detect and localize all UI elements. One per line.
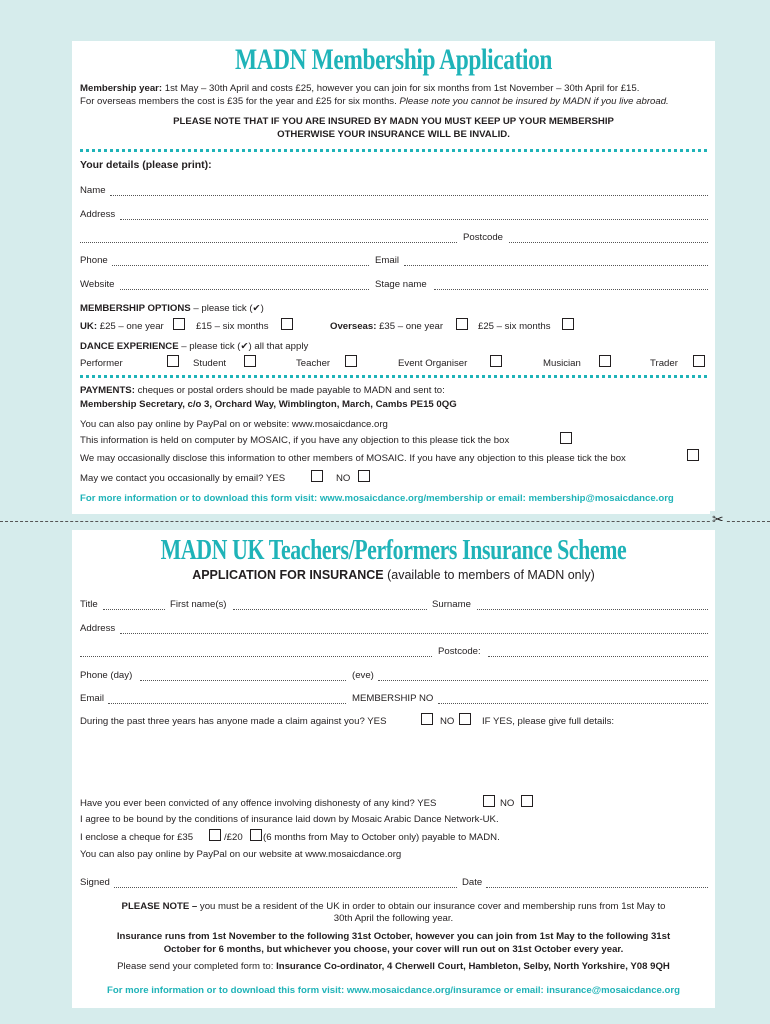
email-contact-no-checkbox[interactable] <box>358 470 370 482</box>
section-divider <box>80 375 707 378</box>
agree-text: I agree to be bound by the conditions of insurance laid down by Mosaic Arabic Dance Network-UK. <box>80 814 499 825</box>
ins-address-label: Address <box>80 623 116 634</box>
email-contact-no-label: NO <box>336 473 351 484</box>
ins-membership-no-field[interactable] <box>438 703 708 704</box>
conviction-no-label: NO <box>500 798 515 809</box>
ins-postcode-field[interactable] <box>488 656 708 657</box>
ins-title-label: Title <box>80 599 98 610</box>
membership-options-heading <box>80 303 264 315</box>
postcode-label: Postcode <box>463 232 504 243</box>
claim-details-label: IF YES, please give full details: <box>482 716 615 727</box>
disclose-objection-checkbox[interactable] <box>687 449 699 461</box>
membership-year-text: 1st May – 30th April and costs £25, however you can join for six months from 1st November – 30th April for £15. <box>162 83 640 94</box>
address-field[interactable] <box>120 219 708 220</box>
note-label: PLEASE NOTE – <box>121 901 198 912</box>
payments-label: PAYMENTS: <box>80 385 135 396</box>
scissors-icon: ✂ <box>712 511 724 527</box>
claim-details-area[interactable] <box>80 732 708 792</box>
name-label: Name <box>80 185 106 196</box>
overseas-six-label: £25 – six months <box>478 321 551 332</box>
computer-objection-checkbox[interactable] <box>560 432 572 444</box>
resident-note <box>72 901 715 913</box>
experience-performer-checkbox[interactable] <box>167 355 179 367</box>
experience-hint: – please tick (✔) all that apply <box>178 341 309 352</box>
address-field-line2[interactable] <box>80 242 457 243</box>
dance-experience-heading <box>80 341 308 353</box>
experience-performer-label: Performer <box>80 358 123 369</box>
postcode-field[interactable] <box>509 242 708 243</box>
experience-musician-checkbox[interactable] <box>599 355 611 367</box>
experience-organiser-checkbox[interactable] <box>490 355 502 367</box>
ins-address-field[interactable] <box>120 633 708 634</box>
insurance-warning-line2: OTHERWISE YOUR INSURANCE WILL BE INVALID. <box>277 129 510 140</box>
website-field[interactable] <box>120 289 369 290</box>
details-heading: Your details (please print): <box>80 159 212 171</box>
payments-line <box>80 385 445 397</box>
send-form-line <box>72 961 715 973</box>
name-field[interactable] <box>110 195 708 196</box>
address-label: Address <box>80 209 116 220</box>
ins-first-name-field[interactable] <box>233 609 427 610</box>
paypal-text: You can also pay online by PayPal on or website: www.mosaicdance.org <box>80 419 388 430</box>
note-text: you must be a resident of the UK in order to obtain our insurance cover and membership runs from 1st May to <box>197 901 666 912</box>
disclose-objection-text: We may occasionally disclose this information to other members of MOSAIC. If you have any objection to this please tick the box <box>80 453 626 464</box>
uk-label: UK: <box>80 321 98 332</box>
stage-name-label: Stage name <box>375 279 427 290</box>
ins-paypal-text: You can also pay online by PayPal on our website at www.mosaicdance.org <box>80 849 402 860</box>
experience-musician-label: Musician <box>543 358 581 369</box>
insurance-footer-link[interactable]: For more information or to download this form visit: www.mosaicdance.org/insuramce or email: insurance@mosaicdance.org <box>106 985 680 996</box>
overseas-line <box>80 96 669 108</box>
experience-trader-checkbox[interactable] <box>693 355 705 367</box>
overseas-text: For overseas members the cost is £35 for the year and £25 for six months. <box>80 96 400 107</box>
email-contact-yes-checkbox[interactable] <box>311 470 323 482</box>
date-field[interactable] <box>486 887 708 888</box>
ins-title-field[interactable] <box>103 609 165 610</box>
ins-phone-eve-field[interactable] <box>378 680 708 681</box>
conviction-yes-checkbox[interactable] <box>483 795 495 807</box>
ins-surname-label: Surname <box>432 599 471 610</box>
subtitle-rest: (available to members of MADN only) <box>383 568 595 582</box>
claim-yes-checkbox[interactable] <box>421 713 433 725</box>
uk-six-checkbox[interactable] <box>281 318 293 330</box>
ins-membership-no-label: MEMBERSHIP NO <box>352 693 434 704</box>
insurance-runs-line1: Insurance runs from 1st November to the following 31st October, however you can join from 1st May to the following 31st <box>116 931 671 942</box>
cheque-suffix: (6 months from May to October only) payable to MADN. <box>263 832 500 843</box>
signed-label: Signed <box>80 877 110 888</box>
signature-field[interactable] <box>114 887 457 888</box>
options-hint: – please tick (✔) <box>190 303 264 314</box>
membership-title: MADN Membership Application <box>234 43 553 76</box>
insurance-title: MADN UK Teachers/Performers Insurance Scheme <box>160 535 627 566</box>
ins-address-field-line2[interactable] <box>80 656 432 657</box>
claim-question: During the past three years has anyone made a claim against you? YES <box>80 716 387 727</box>
ins-phone-day-label: Phone (day) <box>80 670 133 681</box>
membership-application-card <box>72 41 715 514</box>
insurance-application-card <box>72 530 715 1008</box>
membership-year-label: Membership year: <box>80 83 163 94</box>
experience-trader-label: Trader <box>650 358 678 369</box>
overseas-year-option <box>330 321 443 333</box>
date-label: Date <box>462 877 483 888</box>
phone-label: Phone <box>80 255 108 266</box>
email-field[interactable] <box>404 265 708 266</box>
membership-year-line <box>80 83 639 95</box>
experience-teacher-checkbox[interactable] <box>345 355 357 367</box>
conviction-no-checkbox[interactable] <box>521 795 533 807</box>
experience-heading-label: DANCE EXPERIENCE <box>80 341 179 352</box>
overseas-year-checkbox[interactable] <box>456 318 468 330</box>
membership-footer-link[interactable]: For more information or to download this form visit: www.mosaicdance.org/membership or email: membership@mosaicdance.org <box>80 493 674 504</box>
overseas-label: Overseas: <box>330 321 377 332</box>
experience-student-label: Student <box>193 358 227 369</box>
overseas-note: Please note you cannot be insured by MADN if you live abroad. <box>399 96 669 107</box>
uk-six-label: £15 – six months <box>196 321 269 332</box>
stage-name-field[interactable] <box>434 289 708 290</box>
experience-student-checkbox[interactable] <box>244 355 256 367</box>
send-address: Insurance Co-ordinator, 4 Cherwell Court, Hambleton, Selby, North Yorkshire, Y08 9QH <box>276 961 670 972</box>
conviction-question: Have you ever been convicted of any offence involving dishonesty of any kind? YES <box>80 798 437 809</box>
ins-first-name-label: First name(s) <box>170 599 227 610</box>
cheque-prefix: I enclose a cheque for £35 <box>80 832 194 843</box>
send-prefix: Please send your completed form to: <box>117 961 277 972</box>
computer-objection-text: This information is held on computer by MOSAIC, if you have any objection to this please tick the box <box>80 435 510 446</box>
resident-note-line2: 30th April the following year. <box>333 913 454 924</box>
uk-year-option <box>80 321 164 333</box>
email-label: Email <box>375 255 399 266</box>
insurance-runs-line2: October for 6 months, but whichever you choose, your cover will run out on 31st October every year. <box>163 944 624 955</box>
insurance-subtitle <box>72 568 715 582</box>
cheque-20-checkbox[interactable] <box>250 829 262 841</box>
ins-surname-field[interactable] <box>477 609 708 610</box>
cheque-mid: /£20 <box>224 832 243 843</box>
phone-field[interactable] <box>112 265 369 266</box>
secretary-address: Membership Secretary, c/o 3, Orchard Way, Wimblington, March, Cambs PE15 0QG <box>80 399 457 410</box>
ins-eve-label: (eve) <box>352 670 374 681</box>
claim-no-label: NO <box>440 716 455 727</box>
uk-year-checkbox[interactable] <box>173 318 185 330</box>
claim-no-checkbox[interactable] <box>459 713 471 725</box>
overseas-six-checkbox[interactable] <box>562 318 574 330</box>
overseas-year-label: £35 – one year <box>376 321 444 332</box>
experience-teacher-label: Teacher <box>296 358 331 369</box>
ins-email-field[interactable] <box>108 703 346 704</box>
payments-text: cheques or postal orders should be made payable to MADN and sent to: <box>134 385 445 396</box>
ins-email-label: Email <box>80 693 104 704</box>
ins-phone-day-field[interactable] <box>140 680 346 681</box>
cheque-35-checkbox[interactable] <box>209 829 221 841</box>
website-label: Website <box>80 279 115 290</box>
email-contact-question: May we contact you occasionally by email? YES <box>80 473 286 484</box>
section-divider <box>80 149 707 152</box>
experience-organiser-label: Event Organiser <box>398 358 468 369</box>
ins-postcode-label: Postcode: <box>438 646 481 657</box>
subtitle-bold: APPLICATION FOR INSURANCE <box>192 568 384 582</box>
cut-line <box>0 521 770 522</box>
options-heading-label: MEMBERSHIP OPTIONS <box>80 303 191 314</box>
uk-year-label: £25 – one year <box>97 321 164 332</box>
insurance-warning-line1: PLEASE NOTE THAT IF YOU ARE INSURED BY MADN YOU MUST KEEP UP YOUR MEMBERSHIP <box>173 116 614 127</box>
